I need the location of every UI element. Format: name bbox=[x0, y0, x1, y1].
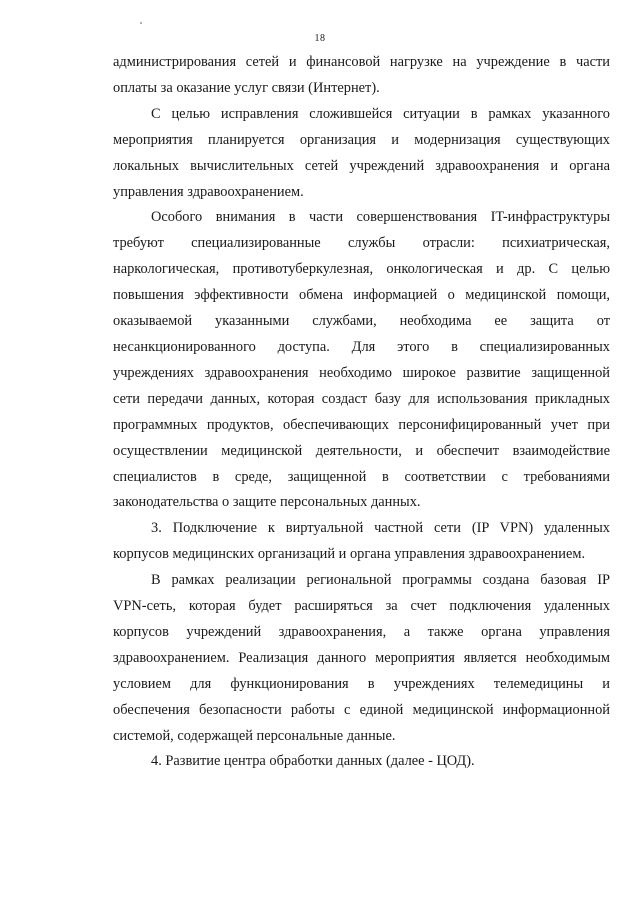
text-line: Особого внимания в части совершенствования IT-инфраструктуры bbox=[151, 209, 610, 226]
text-line: оплаты за оказание услуг связи (Интернет). bbox=[113, 79, 380, 96]
text-line: локальных вычислительных сетей учреждений здравоохранения и органа bbox=[113, 157, 610, 174]
text-line: оказываемой указанными службами, необходима ее защита от bbox=[113, 313, 610, 330]
paragraph-5 bbox=[113, 568, 610, 749]
text-line: учреждениях здравоохранения необходимо широкое развитие защищенной bbox=[113, 364, 610, 381]
text-line: наркологическая, противотуберкулезная, онкологическая и др. С целью bbox=[113, 261, 610, 278]
text-line: сети передачи данных, которая создаст базу для использования прикладных bbox=[113, 390, 610, 407]
paragraph-1 bbox=[113, 50, 610, 102]
text-line: администрирования сетей и финансовой нагрузке на учреждение в части bbox=[113, 54, 610, 70]
text-line: VPN-сеть, которая будет расширяться за счет подключения удаленных bbox=[113, 598, 610, 615]
text-line: С целью исправления сложившейся ситуации в рамках указанного bbox=[151, 105, 610, 122]
paragraph-3 bbox=[113, 205, 610, 516]
text-line: В рамках реализации региональной программы создана базовая IP bbox=[151, 572, 610, 589]
text-line: управления здравоохранением. bbox=[113, 183, 304, 200]
paragraph-2 bbox=[113, 102, 610, 206]
text-line: несанкционированного доступа. Для этого в специализированных bbox=[113, 338, 610, 355]
text-line: корпусов медицинских организаций и органа управления здравоохранением. bbox=[113, 546, 586, 563]
text-line: условием для функционирования в учреждениях телемедицины и bbox=[113, 675, 610, 692]
text-line: осуществлении медицинской деятельности, и обеспечит взаимодействие bbox=[113, 442, 610, 459]
text-line: корпусов учреждений здравоохранения, а также органа управления bbox=[113, 623, 610, 640]
text-line: законодательства о защите персональных данных. bbox=[113, 494, 421, 511]
text-line: 4. Развитие центра обработки данных (далее - ЦОД). bbox=[151, 753, 475, 770]
text-line: здравоохранением. Реализация данного мероприятия является необходимым bbox=[113, 649, 610, 666]
text-line: 3. Подключение к виртуальной частной сети (IP VPN) удаленных bbox=[151, 520, 610, 537]
text-line: системой, содержащей персональные данные. bbox=[113, 727, 396, 744]
paragraph-4 bbox=[113, 516, 610, 568]
text-line: требуют специализированные службы отрасли: психиатрическая, bbox=[113, 235, 610, 252]
document-body bbox=[113, 50, 610, 775]
text-line: специалистов в среде, защищенной в соответствии с требованиями bbox=[113, 468, 610, 485]
page-number: 18 bbox=[314, 33, 326, 44]
text-line: программных продуктов, обеспечивающих персонифицированный учет при bbox=[113, 416, 610, 433]
paragraph-6 bbox=[113, 749, 610, 775]
text-line: повышения эффективности обмена информацией о медицинской помощи, bbox=[113, 287, 610, 304]
scan-speck bbox=[140, 22, 142, 24]
text-line: мероприятия планируется организация и модернизация существующих bbox=[113, 131, 610, 148]
text-line: обеспечения безопасности работы с единой медицинской информационной bbox=[113, 701, 610, 718]
